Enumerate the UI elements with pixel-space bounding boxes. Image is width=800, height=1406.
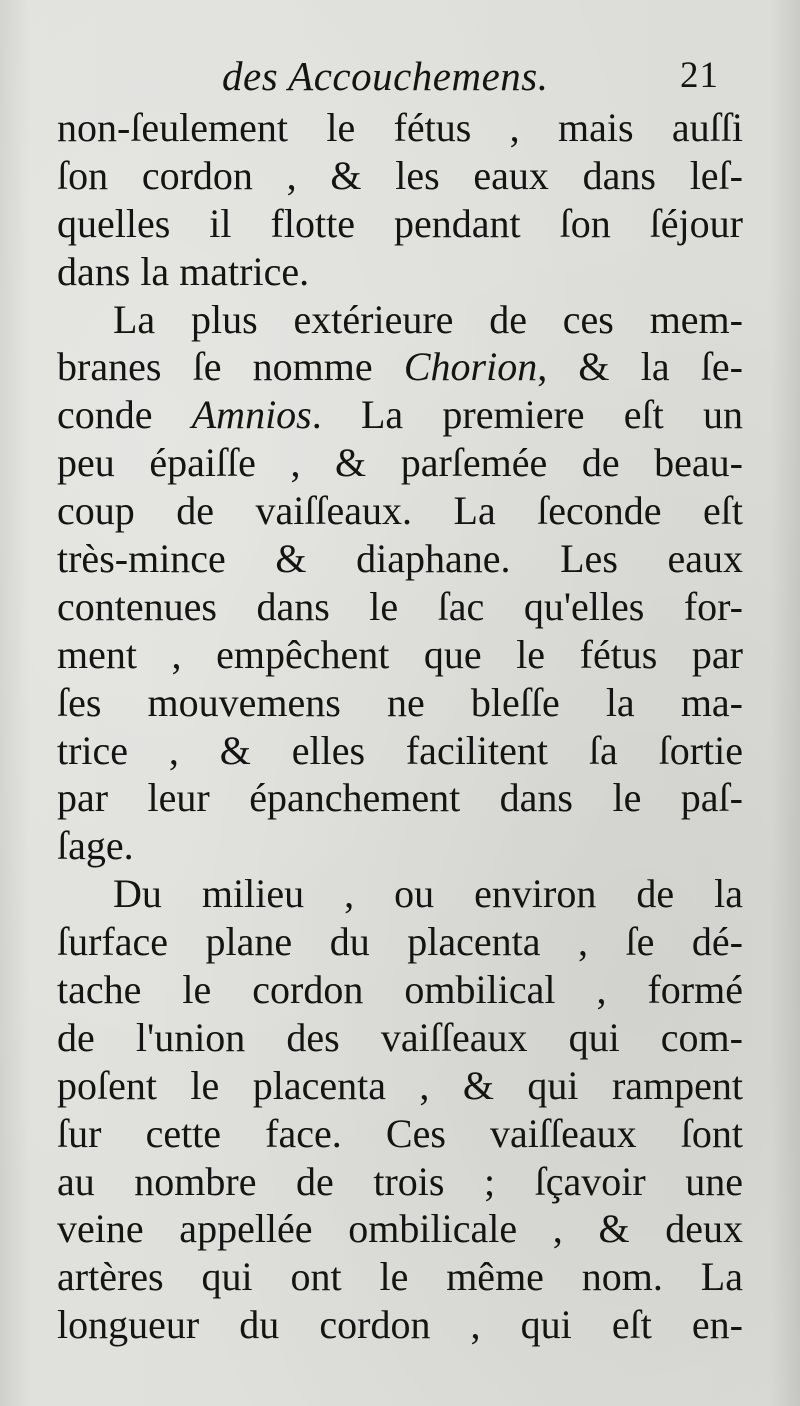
text-line: au nombre de trois ; ſçavoir une (57, 1158, 743, 1204)
text-line: ſage. (57, 823, 134, 869)
running-head (0, 52, 800, 102)
text-line: artères qui ont le même nom. La (57, 1254, 743, 1300)
body-text (57, 104, 743, 1349)
text-line: dans la matrice. (57, 248, 310, 294)
running-title: des Accouchemens. (222, 53, 549, 99)
latin-term: Amnios (191, 392, 312, 438)
text-line: peu épaiſſe , & parſemée de beau- (57, 440, 743, 486)
text-line: Du milieu , ou environ de la (113, 871, 743, 917)
text-line: poſent le placenta , & qui rampent (57, 1062, 743, 1108)
text-line: ſur cette face. Ces vaiſſeaux ſont (57, 1110, 743, 1156)
text-line: branes ſe nomme Chorion, & la ſe- (57, 344, 743, 390)
text-line: veine appellée ombilicale , & deux (57, 1206, 743, 1252)
latin-term: Chorion (403, 344, 538, 390)
text-line: coup de vaiſſeaux. La ſeconde eſt (57, 488, 743, 534)
text-line: trice , & elles facilitent ſa ſortie (57, 727, 743, 773)
text-line: ſon cordon , & les eaux dans leſ- (57, 152, 743, 198)
text-line: ſurface plane du placenta , ſe dé- (57, 919, 743, 965)
text-line: longueur du cordon , qui eſt en- (57, 1302, 743, 1348)
text-line: ſes mouvemens ne bleſſe la ma- (57, 679, 743, 725)
text-line: contenues dans le ſac qu'elles for- (57, 583, 743, 629)
text-line: conde Amnios. La premiere eſt un (57, 392, 743, 438)
text-line: quelles il flotte pendant ſon ſéjour (57, 200, 743, 246)
text-line: de l'union des vaiſſeaux qui com- (57, 1014, 743, 1060)
text-line: ment , empêchent que le fétus par (57, 631, 743, 677)
text-line: non-ſeulement le fétus , mais auſſi (57, 105, 743, 150)
text-line: tache le cordon ombilical , formé (57, 967, 743, 1013)
text-line: très-mince & diaphane. Les eaux (57, 536, 743, 582)
text-line: La plus extérieure de ces mem- (113, 296, 743, 342)
text-line: par leur épanchement dans le paſ- (57, 775, 743, 821)
page-number: 21 (680, 55, 719, 96)
